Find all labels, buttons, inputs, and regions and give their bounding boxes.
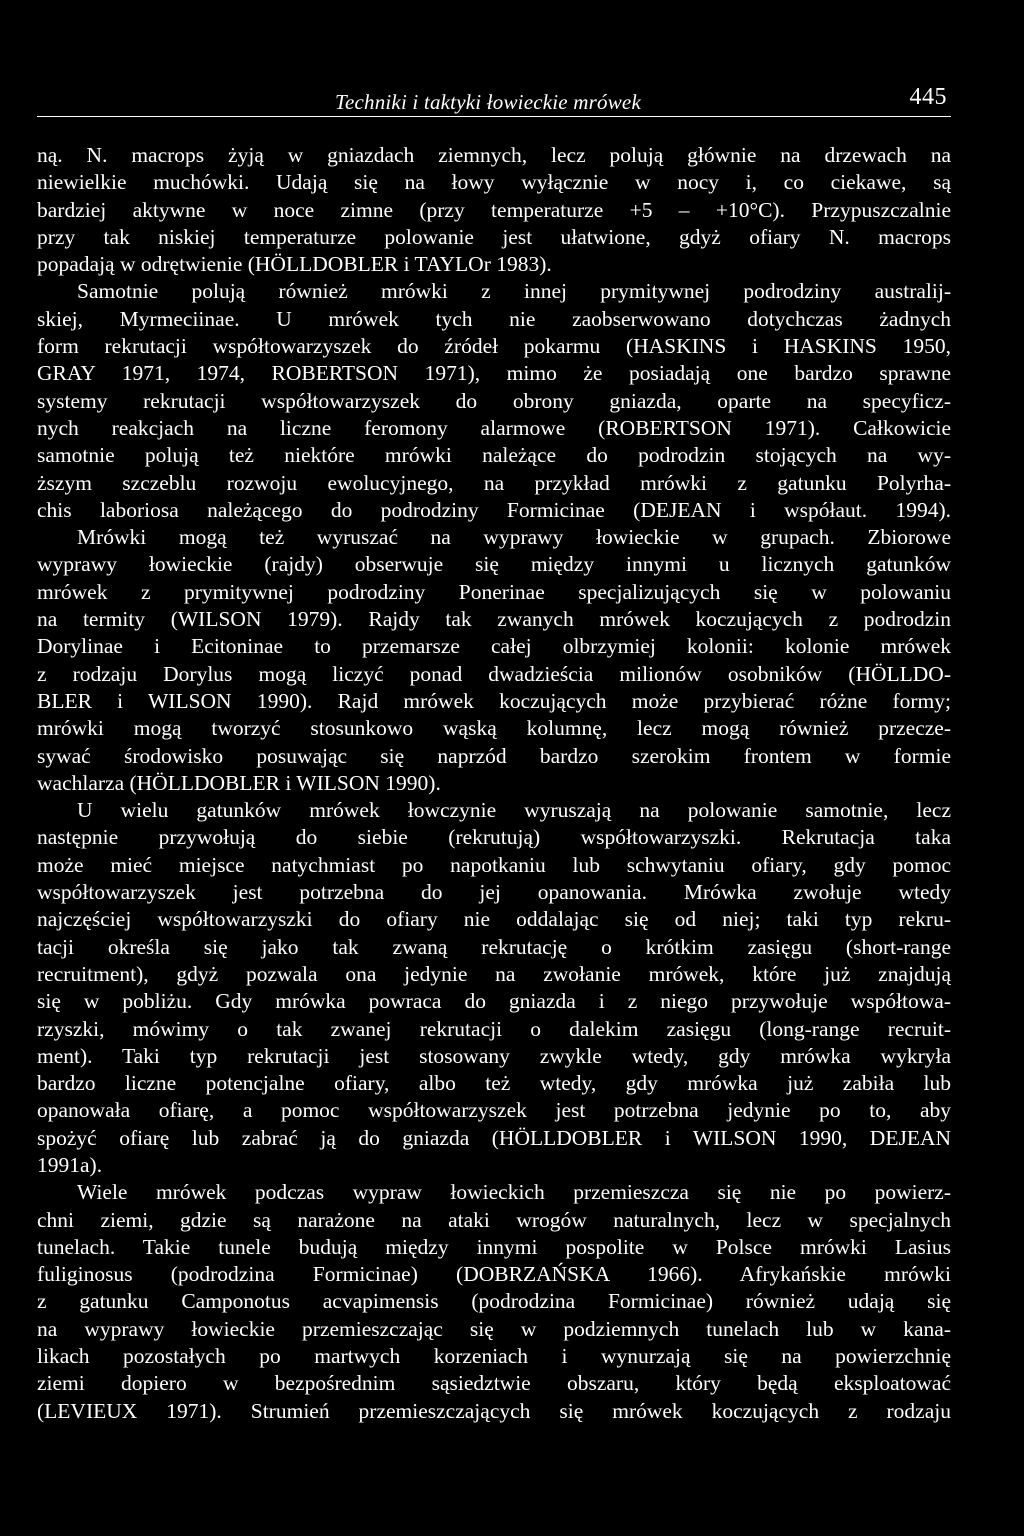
text-line: współtowarzyszek jest potrzebna do jej opanowania. Mrówka zwołuje wtedy	[37, 880, 951, 905]
text-line: przy tak niskiej temperaturze polowanie jest ułatwione, gdyż ofiary N. macrops	[37, 224, 951, 249]
text-line: ższym szczeblu rozwoju ewolucyjnego, na przykład mrówki z gatunku Polyrha-	[37, 470, 951, 495]
text-line: bardzo liczne potencjalne ofiary, albo też wtedy, gdy mrówka już zabiła lub	[37, 1071, 951, 1096]
text-line: spożyć ofiarę lub zabrać ją do gniazda (HÖLLDOBLER i WILSON 1990, DEJEAN	[37, 1125, 951, 1150]
text-line: ment). Taki typ rekrutacji jest stosowany zwykle wtedy, gdy mrówka wykryła	[37, 1043, 951, 1068]
text-line: form rekrutacji współtowarzyszek do źródeł pokarmu (HASKINS i HASKINS 1950,	[37, 334, 951, 359]
text-line: samotnie polują też niektóre mrówki należące do podrodzin stojących na wy-	[37, 443, 951, 468]
text-line: z rodzaju Dorylus mogą liczyć ponad dwadzieścia milionów osobników (HÖLLDO-	[37, 661, 951, 686]
text-line: na termity (WILSON 1979). Rajdy tak zwanych mrówek koczujących z podrodzin	[37, 607, 951, 632]
text-line: chni ziemi, gdzie są narażone na ataki wrogów naturalnych, lecz w specjalnych	[37, 1207, 951, 1232]
text-line: się w pobliżu. Gdy mrówka powraca do gniazda i z niego przywołuje współtowa-	[37, 989, 951, 1014]
text-line: popadają w odrętwienie (HÖLLDOBLER i TAYLOr 1983).	[37, 252, 552, 277]
text-line: następnie przywołują do siebie (rekrutują) współtowarzyszki. Rekrutacja taka	[37, 825, 951, 850]
text-line: z gatunku Camponotus acvapimensis (podrodzina Formicinae) również udają się	[37, 1289, 951, 1314]
document-page	[37, 0, 951, 1536]
text-line: najczęściej współtowarzyszki do ofiary nie oddalając się od niej; taki typ rekru-	[37, 907, 951, 932]
page-header	[37, 82, 951, 117]
text-line: (LEVIEUX 1971). Strumień przemieszczających się mrówek koczujących z rodzaju	[37, 1398, 951, 1423]
text-line: tacji określa się jako tak zwaną rekrutację o krótkim zasięgu (short-range	[37, 934, 951, 959]
text-line: bardziej aktywne w noce zimne (przy temperaturze +5 – +10°C). Przypuszczalnie	[37, 197, 951, 222]
text-line: skiej, Myrmeciinae. U mrówek tych nie zaobserwowano dotychczas żadnych	[37, 306, 951, 331]
text-line: rzyszki, mówimy o tak zwanej rekrutacji o dalekim zasięgu (long-range recruit-	[37, 1016, 951, 1041]
text-line: fuliginosus (podrodzina Formicinae) (DOBRZAŃSKA 1966). Afrykańskie mrówki	[37, 1262, 951, 1287]
text-line: ziemi dopiero w bezpośrednim sąsiedztwie obszaru, który będą eksploatować	[37, 1371, 951, 1396]
text-line: 1991a).	[37, 1152, 103, 1177]
text-line: wyprawy łowieckie (rajdy) obserwuje się między innymi u licznych gatunków	[37, 552, 951, 577]
text-line: chis laboriosa należącego do podrodziny Formicinae (DEJEAN i współaut. 1994).	[37, 497, 951, 522]
text-line: na wyprawy łowieckie przemieszczając się w podziemnych tunelach lub w kana-	[37, 1316, 951, 1341]
text-line: likach pozostałych po martwych korzeniach i wynurzają się na powierzchnię	[37, 1344, 951, 1369]
text-line: Wiele mrówek podczas wypraw łowieckich przemieszcza się nie po powierz-	[77, 1180, 951, 1205]
text-line: U wielu gatunków mrówek łowczynie wyruszają na polowanie samotnie, lecz	[77, 798, 951, 823]
text-line: mrówek z prymitywnej podrodziny Ponerinae specjalizujących się w polowaniu	[37, 579, 951, 604]
text-line: nych reakcjach na liczne feromony alarmowe (ROBERTSON 1971). Całkowicie	[37, 415, 951, 440]
text-line: sywać środowisko posuwając się naprzód bardzo szerokim frontem w formie	[37, 743, 951, 768]
text-line: może mieć miejsce natychmiast po napotkaniu lub schwytaniu ofiary, gdy pomoc	[37, 852, 951, 877]
text-line: systemy rekrutacji współtowarzyszek do obrony gniazda, oparte na specyficz-	[37, 388, 951, 413]
text-line: niewielkie muchówki. Udają się na łowy wyłącznie w nocy i, co ciekawe, są	[37, 170, 951, 195]
text-line: Mrówki mogą też wyruszać na wyprawy łowieckie w grupach. Zbiorowe	[77, 525, 951, 550]
running-title: Techniki i taktyki łowieckie mrówek	[335, 90, 641, 114]
text-line: Samotnie polują również mrówki z innej prymitywnej podrodziny australij-	[77, 279, 951, 304]
text-line: ną. N. macrops żyją w gniazdach ziemnych, lecz polują głównie na drzewach na	[37, 143, 951, 167]
text-line: GRAY 1971, 1974, ROBERTSON 1971), mimo że posiadają one bardzo sprawne	[37, 361, 951, 386]
text-line: tunelach. Takie tunele budują między innymi pospolite w Polsce mrówki Lasius	[37, 1234, 951, 1259]
text-line: wachlarza (HÖLLDOBLER i WILSON 1990).	[37, 770, 441, 795]
text-line: BLER i WILSON 1990). Rajd mrówek koczujących może przybierać różne formy;	[37, 688, 951, 713]
text-line: opanowała ofiarę, a pomoc współtowarzyszek jest potrzebna jedynie po to, aby	[37, 1098, 951, 1123]
text-line: Dorylinae i Ecitoninae to przemarsze całej olbrzymiej kolonii: kolonie mrówek	[37, 634, 951, 659]
text-line: mrówki mogą tworzyć stosunkowo wąską kolumnę, lecz mogą również przecze-	[37, 716, 951, 741]
text-line: recruitment), gdyż pozwala ona jedynie na zwołanie mrówek, które już znajdują	[37, 961, 951, 986]
body-text	[37, 142, 951, 1425]
page-number: 445	[909, 84, 947, 110]
